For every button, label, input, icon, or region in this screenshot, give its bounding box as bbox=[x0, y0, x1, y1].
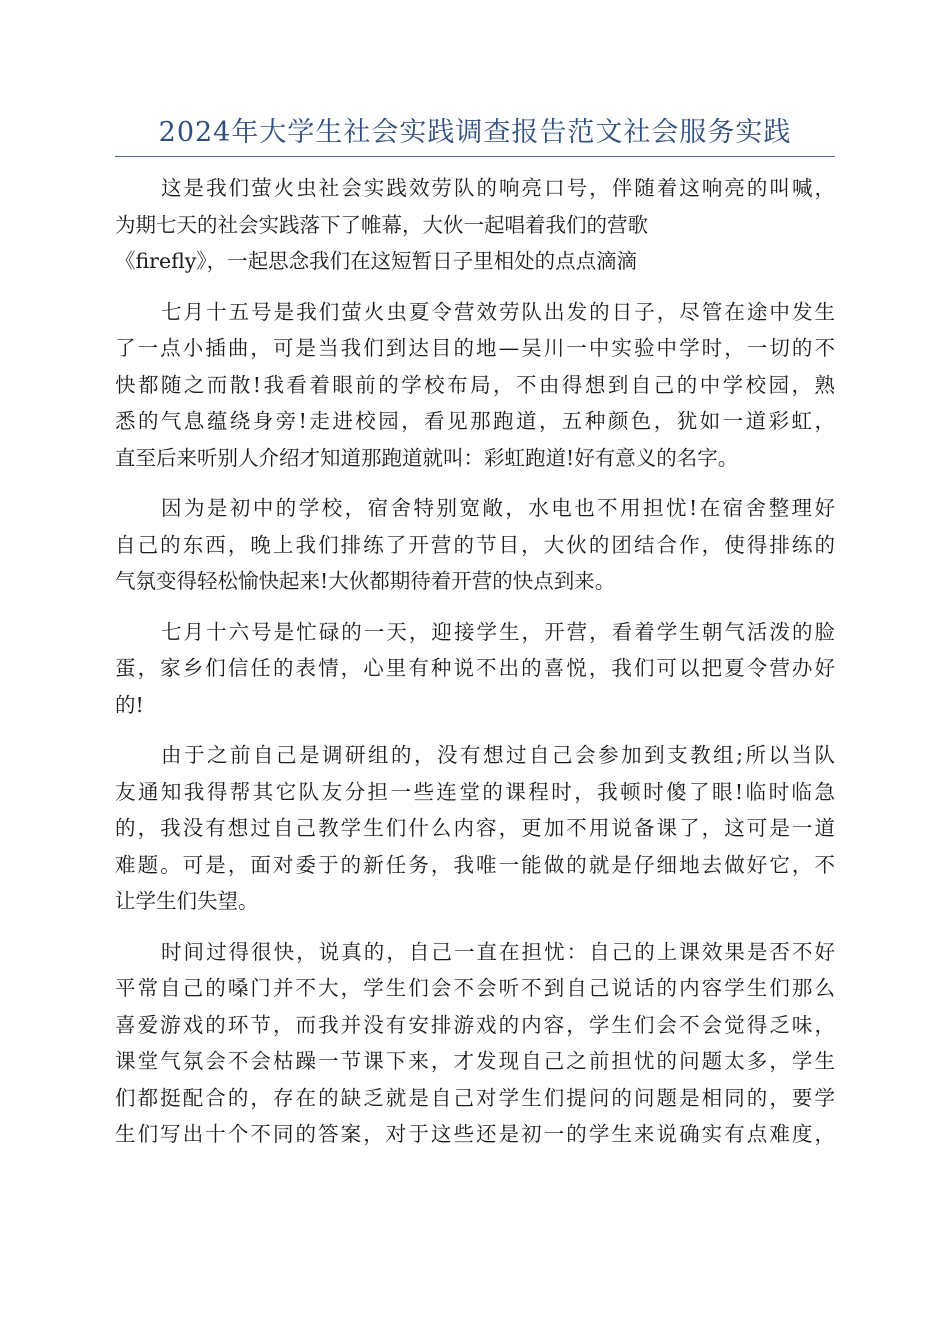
text-line: 们都挺配合的，存在的缺乏就是自己对学生们提问的问题是相同的，要学 bbox=[115, 1085, 835, 1110]
text-line: 蛋，家乡们信任的表情，心里有种说不出的喜悦，我们可以把夏令营办好 bbox=[115, 656, 835, 680]
text-line: 生们写出十个不同的答案，对于这些还是初一的学生来说确实有点难度， bbox=[115, 1122, 835, 1146]
text-line: 这是我们萤火虫社会实践效劳队的响亮口号，伴随着这响亮的叫喊， bbox=[161, 176, 835, 200]
text-line: 七月十六号是忙碌的一天，迎接学生，开营，看着学生朝气活泼的脸 bbox=[161, 619, 835, 644]
document-body bbox=[115, 170, 835, 1167]
paragraph bbox=[115, 737, 835, 920]
text-line: 快都随之而散!我看着眼前的学校布局，不由得想到自己的中学校园，熟 bbox=[115, 372, 835, 397]
text-line: 七月十五号是我们萤火虫夏令营效劳队出发的日子，尽管在途中发生 bbox=[161, 299, 835, 324]
text-line: 自己的东西，晚上我们排练了开营的节目，大伙的团结合作，使得排练的 bbox=[115, 532, 835, 557]
text-line: 了一点小插曲，可是当我们到达目的地—吴川一中实验中学时，一切的不 bbox=[115, 336, 835, 360]
text-line: 悉的气息蕴绕身旁!走进校园，看见那跑道，五种颜色，犹如一道彩虹， bbox=[115, 409, 835, 433]
text-line: 喜爱游戏的环节，而我并没有安排游戏的内容，学生们会不会觉得乏味， bbox=[115, 1012, 835, 1037]
paragraph bbox=[115, 934, 835, 1153]
title-underline bbox=[115, 110, 835, 157]
text-line: 课堂气氛会不会枯躁一节课下来，才发现自己之前担忧的问题太多，学生 bbox=[115, 1049, 835, 1073]
text-line: 的! bbox=[115, 692, 144, 717]
text-line: 《firefly》，一起思念我们在这短暂日子里相处的点点滴滴 bbox=[115, 249, 638, 273]
page-title: 2024年大学生社会实践调查报告范文社会服务实践 bbox=[158, 117, 792, 148]
paragraph bbox=[115, 294, 835, 477]
paragraph bbox=[115, 170, 835, 280]
text-line: 时间过得很快，说真的，自己一直在担忧：自己的上课效果是否不好 bbox=[161, 939, 835, 964]
text-line: 平常自己的嗓门并不大，学生们会不会听不到自己说话的内容学生们那么 bbox=[115, 976, 835, 1000]
text-line: 的，我没有想过自己教学生们什么内容，更加不用说备课了，这可是一道 bbox=[115, 816, 835, 840]
text-line: 由于之前自己是调研组的，没有想过自己会参加到支教组;所以当队 bbox=[161, 743, 835, 767]
paragraph bbox=[115, 490, 835, 600]
text-line: 因为是初中的学校，宿舍特别宽敞，水电也不用担忧!在宿舍整理好 bbox=[161, 496, 835, 520]
paragraph bbox=[115, 614, 835, 724]
text-line: 难题。可是，面对委于的新任务，我唯一能做的就是仔细地去做好它，不 bbox=[115, 852, 835, 877]
text-line: 直至后来听别人介绍才知道那跑道就叫：彩虹跑道!好有意义的名字。 bbox=[115, 445, 739, 470]
text-line: 让学生们失望。 bbox=[115, 889, 259, 913]
text-line: 为期七天的社会实践落下了帷幕，大伙一起唱着我们的营歌 bbox=[115, 212, 648, 237]
text-line: 气氛变得轻松愉快起来!大伙都期待着开营的快点到来。 bbox=[115, 569, 616, 593]
text-line: 友通知我得帮其它队友分担一些连堂的课程时，我顿时傻了眼!临时临急 bbox=[115, 779, 835, 804]
